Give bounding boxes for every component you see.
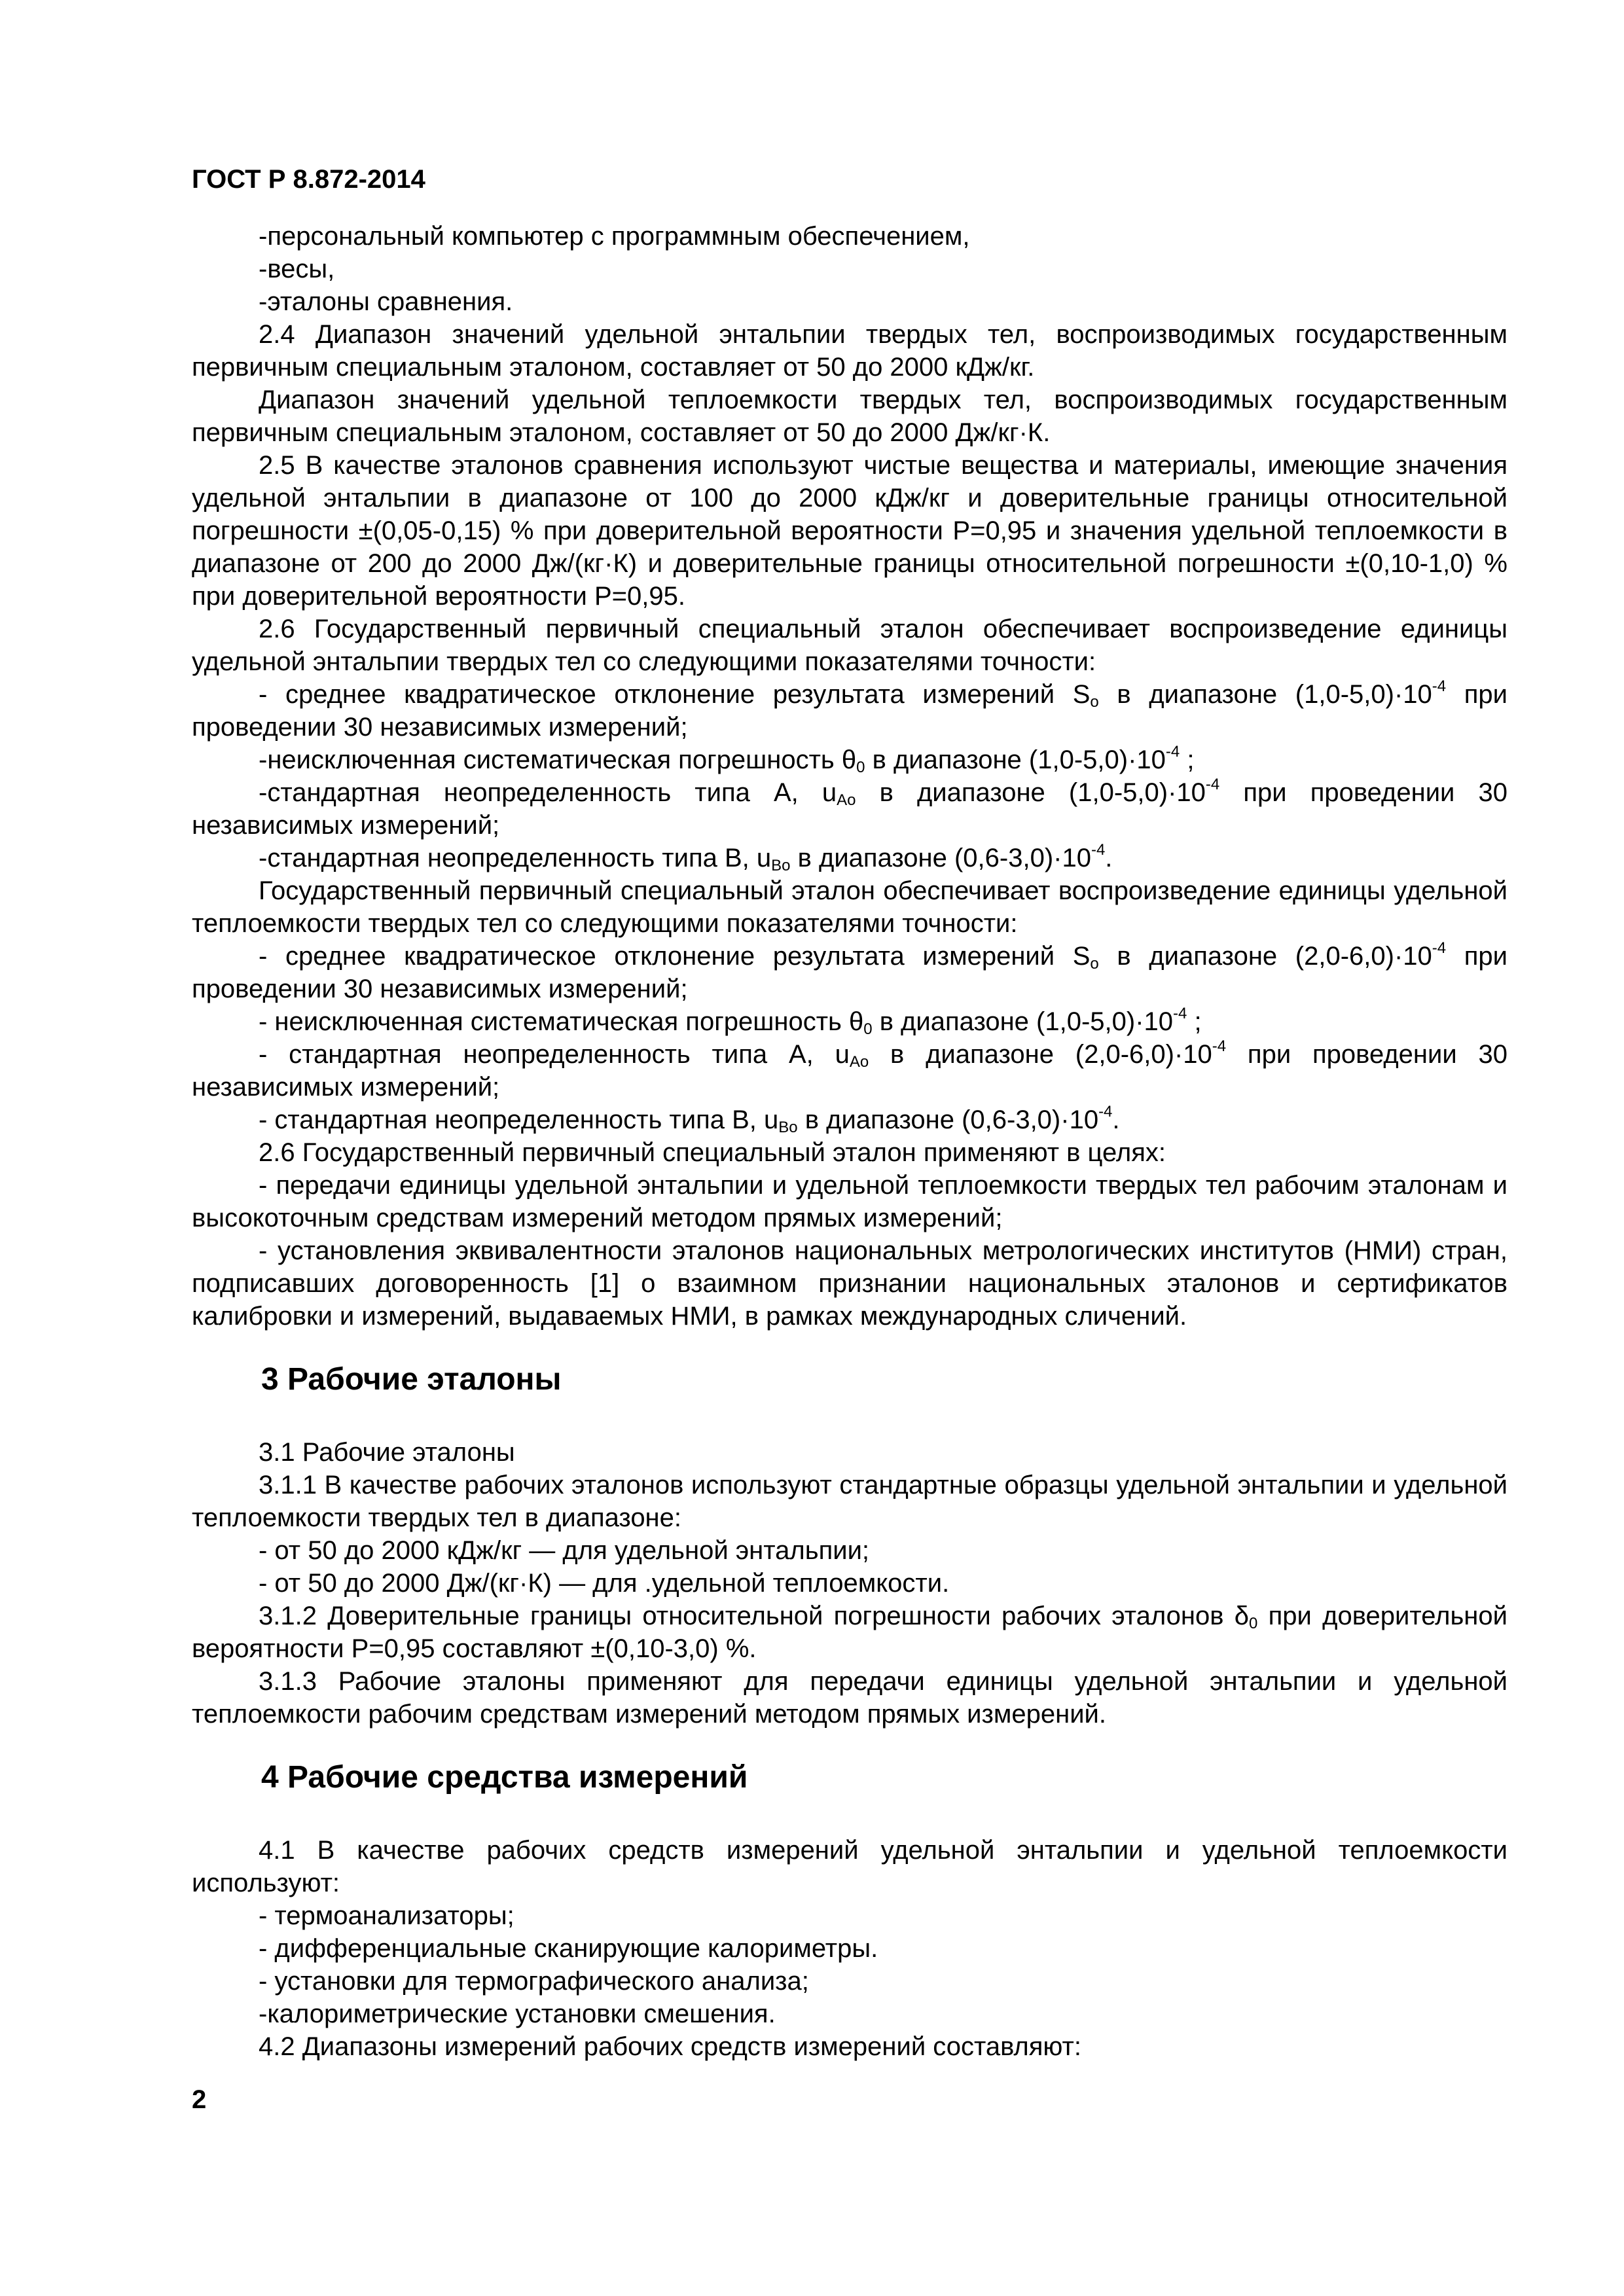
paragraph-3-1-2: 3.1.2 Доверительные границы относительной погрешности рабочих эталонов $\delta_0$ при доверительной вероятности Р=0,95 составляют ±(0,10-3,0) %. [192, 1602, 1507, 1663]
enthalpy-std-deviation: - среднее квадратическое отклонение результата измерений $S_o$ в диапазоне $(1,0-5,0)\cdot 10^{-4}$ при проведении 30 независимых измерений; [192, 677, 1507, 742]
paragraph-2-5: 2.5 В качестве эталонов сравнения используют чистые вещества и материалы, имеющие значения удельной энтальпии в диапазоне от 100 до 2000 кДж/кг и доверительные границы относительной погрешности ±(0,05-0,15) % при доверительной вероятности Р=0,95 и значения удельной теплоемкости в диапазоне от 200 до 2000 Дж/(кг·К) и доверительные границы относительной погрешности ±(0,10-1,0) % при доверительной вероятности Р=0,95. [192, 451, 1507, 611]
enthalpy-systematic-error: -неисключенная систематическая погрешность $\theta_0$ в диапазоне $(1,0-5,0)\cdot 10^{-4}$ ; [259, 743, 1195, 776]
section-heading-4: 4 Рабочие средства измерений [261, 1760, 748, 1795]
paragraph-2-6-purposes: 2.6 Государственный первичный специальный эталон применяют в целях: [259, 1138, 1166, 1167]
page-number: 2 [192, 2085, 207, 2114]
paragraph-2-4-heat-capacity: Диапазон значений удельной теплоемкости твердых тел, воспроизводимых государственным первичным специальным эталоном, составляет от 50 до 2000 Дж/кг·К. [192, 386, 1507, 447]
paragraph-4-1: 4.1 В качестве рабочих средств измерений удельной энтальпии и удельной теплоемкости используют: [192, 1836, 1507, 1897]
list-item: - передачи единицы удельной энтальпии и удельной теплоемкости твердых тел рабочим эталонам и высокоточным средствам измерений методом прямых измерений; [192, 1171, 1507, 1232]
enthalpy-uncertainty-b: -стандартная неопределенность типа В, $u_{Bo}$ в диапазоне $(0,6-3,0)\cdot 10^{-4}$. [259, 841, 1113, 874]
paragraph-2-6: 2.6 Государственный первичный специальный эталон обеспечивает воспроизведение единицы удельной энтальпии твердых тел со следующими показателями точности: [192, 615, 1507, 676]
paragraph-4-2: 4.2 Диапазоны измерений рабочих средств измерений составляют: [259, 2032, 1081, 2061]
heat-capacity-uncertainty-b: - стандартная неопределенность типа В, $u_{Bo}$ в диапазоне $(0,6-3,0)\cdot 10^{-4}$. [259, 1103, 1120, 1136]
list-item: - установки для термографического анализа; [259, 1967, 809, 1996]
paragraph-heat-capacity-accuracy: Государственный первичный специальный эталон обеспечивает воспроизведение единицы удельной теплоемкости твердых тел со следующими показателями точности: [192, 876, 1507, 938]
enthalpy-uncertainty-a: -стандартная неопределенность типа А, $u_{Ao}$ в диапазоне $(1,0-5,0)\cdot 10^{-4}$ при проведении 30 независимых измерений; [192, 776, 1507, 840]
document-body [192, 220, 1507, 2063]
paragraph-3-1-3: 3.1.3 Рабочие эталоны применяют для передачи единицы удельной энтальпии и удельной теплоемкости рабочим средствам измерений методом прямых измерений. [192, 1667, 1507, 1729]
list-item: - от 50 до 2000 кДж/кг — для удельной энтальпии; [259, 1536, 870, 1565]
list-item: - от 50 до 2000 Дж/(кг·К) — для .удельной теплоемкости. [259, 1569, 950, 1598]
list-item: -персональный компьютер с программным обеспечением, [259, 222, 970, 251]
list-item: -эталоны сравнения. [259, 287, 513, 316]
heat-capacity-uncertainty-a: - стандартная неопределенность типа А, $u_{Ao}$ в диапазоне $(2,0-6,0)\cdot 10^{-4}$ при проведении 30 независимых измерений; [192, 1037, 1508, 1102]
heat-capacity-std-deviation: - среднее квадратическое отклонение результата измерений $S_o$ в диапазоне $(2,0-6,0)\cdot 10^{-4}$ при проведении 30 независимых измерений; [192, 939, 1507, 1003]
document-header: ГОСТ Р 8.872-2014 [192, 165, 425, 194]
list-item: - термоанализаторы; [259, 1901, 514, 1930]
list-item: -калориметрические установки смешения. [259, 2000, 776, 2028]
list-item: - установления эквивалентности эталонов национальных метрологических институтов (НМИ) стран, подписавших договоренность [1] о взаимном признании национальных эталонов и сертификатов калибровки и измерений, выдаваемых НМИ, в рамках международных сличений. [192, 1236, 1507, 1331]
paragraph-3-1: 3.1 Рабочие эталоны [259, 1438, 515, 1467]
heat-capacity-systematic-error: - неисключенная систематическая погрешность $\theta_0$ в диапазоне $(1,0-5,0)\cdot 10^{-4}$ ; [259, 1005, 1202, 1038]
list-item: - дифференциальные сканирующие калориметры. [259, 1934, 878, 1963]
list-item: -весы, [259, 255, 335, 283]
paragraph-2-4: 2.4 Диапазон значений удельной энтальпии твердых тел, воспроизводимых государственным первичным специальным эталоном, составляет от 50 до 2000 кДж/кг. [192, 320, 1507, 382]
section-heading-3: 3 Рабочие эталоны [261, 1362, 562, 1397]
paragraph-3-1-1: 3.1.1 В качестве рабочих эталонов используют стандартные образцы удельной энтальпии и удельной теплоемкости твердых тел в диапазоне: [192, 1471, 1507, 1532]
